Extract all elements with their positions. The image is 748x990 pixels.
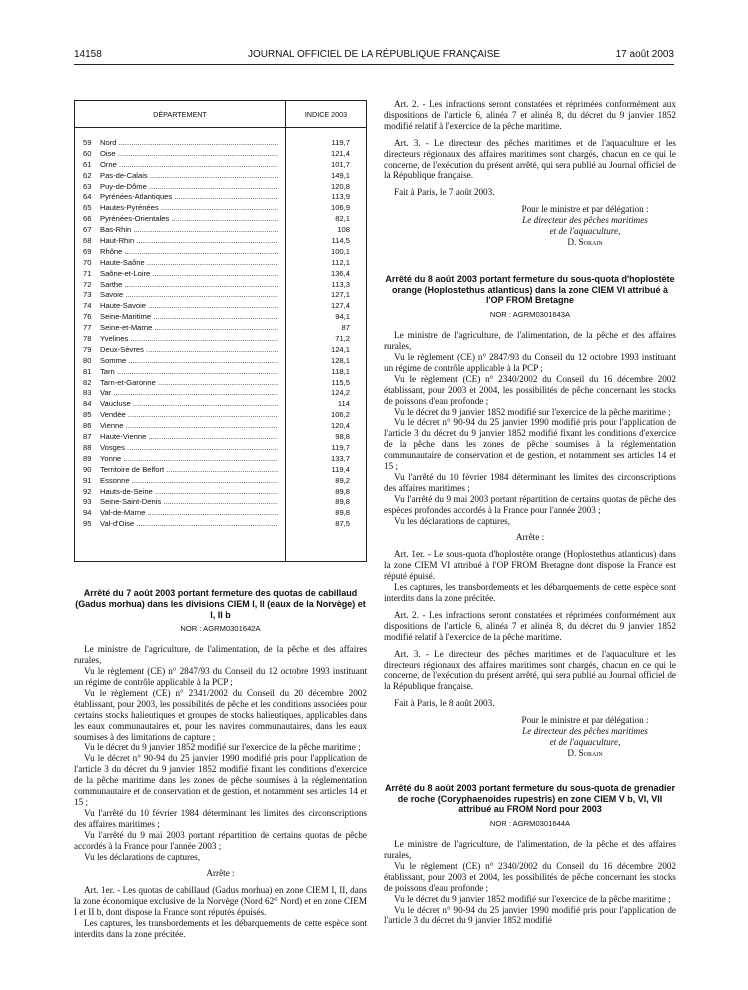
dept-index: 124,2 — [330, 388, 350, 398]
dept-index: 87,5 — [335, 519, 350, 529]
dept-number: 72 — [83, 279, 92, 289]
decree-title-1: Arrêté du 7 août 2003 portant fermeture des quotas de cabillaud (Gadus morhua) dans les divisions CIEM I, II (eaux de la Norvège) et I, II b — [75, 588, 366, 620]
dept-number: 87 — [83, 432, 92, 442]
dept-index: 149,1 — [330, 170, 350, 180]
table-row — [75, 257, 366, 268]
dept-number: 62 — [83, 170, 92, 180]
paragraph: Vu le décret du 9 janvier 1852 modifié sur l'exercice de la pêche maritime ; — [394, 893, 671, 904]
table-row — [75, 170, 366, 181]
dept-index: 128,1 — [330, 355, 350, 365]
table-row — [75, 333, 366, 344]
dept-index: 106,9 — [330, 203, 350, 213]
table-row — [75, 344, 366, 355]
fait-a-paris: Fait à Paris, le 7 août 2003. — [394, 187, 495, 198]
fait-a-paris: Fait à Paris, le 8 août 2003. — [394, 698, 495, 709]
dept-name: Essonne ..... — [100, 476, 278, 487]
table-row — [75, 442, 366, 453]
decree-title-3: Arrêté du 8 août 2003 portant fermeture du sous-quota de grenadier de roche (Coryphaenoides rupestris) en zone CIEM V b, VI, VII attribué au FROM Nord pour 2003 — [384, 782, 676, 815]
dept-number: 61 — [83, 159, 92, 169]
signature-line: Pour le ministre et par délégation : — [521, 715, 649, 726]
page-header — [74, 49, 674, 63]
dept-index: 113,3 — [331, 279, 350, 289]
paragraph: Vu le règlement (CE) n° 2847/93 du Conseil du 12 octobre 1993 instituant un régime de contrôle applicable à la PCP ; — [384, 351, 676, 373]
dept-number: 77 — [83, 323, 92, 333]
table-row — [75, 148, 366, 159]
dept-number: 82 — [83, 377, 92, 387]
dept-index: 120,8 — [330, 181, 350, 191]
dept-index: 114 — [337, 399, 350, 409]
paragraph: Vu les déclarations de captures, — [394, 515, 511, 526]
paragraph: Les captures, les transbordements et les débarquements de cette espèce sont interdits dans la zone précitée. — [74, 918, 367, 939]
dept-index: 119,7 — [331, 442, 350, 452]
dept-name: Deux-Sèvres ..... — [100, 345, 278, 356]
dept-index: 114,5 — [331, 236, 350, 246]
dept-number: 81 — [83, 366, 92, 376]
dept-number: 64 — [83, 192, 92, 202]
table-row — [75, 268, 366, 279]
table-row — [75, 279, 366, 290]
arrete-label: Arrête : — [206, 868, 235, 879]
dept-number: 76 — [83, 312, 92, 322]
journal-title: JOURNAL OFFICIEL DE LA RÉPUBLIQUE FRANÇAISE — [247, 49, 501, 60]
arrete-label: Arrête : — [515, 532, 545, 543]
dept-index: 124,1 — [330, 344, 350, 354]
dept-number: 90 — [83, 464, 92, 474]
dept-number: 91 — [83, 475, 92, 485]
dept-number: 92 — [83, 486, 92, 496]
dept-number: 69 — [83, 246, 92, 256]
table-row — [75, 486, 366, 497]
table-row — [75, 137, 366, 148]
paragraph: Vu le règlement (CE) n° 2341/2002 du Conseil du 20 décembre 2002 établissant, pour 2003, les possibilités de pêche et les conditions associées pour certains stocks halieutiques et groupes de stocks halieutiques, applicables dans les eaux communautaires et, pour les navires communautaires, dans les eaux soumises à des limitations de capture ; — [74, 687, 367, 742]
col-departement: DÉPARTEMENT — [153, 110, 207, 119]
table-body — [75, 137, 366, 529]
issue-date: 17 août 2003 — [615, 49, 674, 60]
dept-number: 93 — [83, 497, 92, 507]
dept-index: 89,8 — [335, 508, 350, 518]
dept-index: 108 — [337, 225, 350, 235]
table-row — [75, 311, 366, 322]
dept-index: 98,8 — [335, 432, 350, 442]
dept-number: 63 — [83, 181, 92, 191]
dept-index: 94,1 — [335, 312, 350, 322]
dept-index: 121,4 — [330, 148, 350, 158]
table-row — [75, 202, 366, 213]
dept-name: Seine-Maritime ..... — [100, 312, 278, 323]
dept-number: 59 — [83, 138, 92, 147]
table-row — [75, 387, 366, 398]
dept-index: 112,1 — [331, 257, 350, 267]
dept-name: Yonne ..... — [100, 454, 278, 465]
dept-index: 101,7 — [330, 159, 350, 169]
dept-name: Saône-et-Loire ..... — [100, 269, 278, 280]
dept-index: 115,5 — [331, 377, 350, 387]
table-row — [75, 289, 366, 300]
table-row — [75, 507, 366, 518]
dept-number: 60 — [83, 148, 92, 158]
dept-index: 127,4 — [330, 301, 350, 311]
dept-number: 67 — [83, 225, 92, 235]
signatory: D. Sorain — [567, 236, 603, 247]
dept-name: Vosges ..... — [100, 443, 278, 454]
dept-index: 71,2 — [335, 334, 350, 344]
table-row — [75, 159, 366, 170]
paragraph: Vu le décret n° 90-94 du 25 janvier 1990 modifié pris pour l'application de l'article 3 du décret du 9 janvier 1852 modifié — [384, 904, 676, 926]
article-2: Art. 2. - Les infractions seront constatées et réprimées conformément aux dispositions de l'article 6, alinéa 7 et alinéa 8, du décret du 9 janvier 1852 modifié relatif à l'exercice de la pêche maritime. — [384, 99, 676, 131]
table-row — [75, 246, 366, 257]
dept-name: Vaucluse ..... — [100, 399, 278, 410]
paragraph: Les captures, les transbordements et les débarquements de cette espèce sont interdits dans la zone précitée. — [384, 582, 676, 604]
dept-name: Territoire de Belfort ..... — [100, 465, 278, 476]
dept-number: 83 — [83, 388, 92, 398]
article-3: Art. 3. - Le directeur des pêches maritimes et de l'aquaculture et les directeurs régionaux des affaires maritimes sont chargés, chacun en ce qui le concerne, de l'exécution du présent arrêté, qui sera publié au Journal officiel de la République française. — [384, 648, 676, 692]
dept-name: Vienne ..... — [100, 421, 278, 432]
dept-index: 133,7 — [330, 453, 350, 463]
index-table — [74, 100, 367, 562]
paragraph: Le ministre de l'agriculture, de l'alimentation, de la pêche et des affaires rurales, — [74, 644, 367, 666]
table-row — [75, 355, 366, 366]
table-row — [75, 464, 366, 475]
signature-line: Le directeur des pêches maritimes — [522, 726, 648, 737]
table-row — [75, 300, 366, 311]
dept-name: Val-de-Marne ..... — [100, 508, 278, 519]
table-row — [75, 398, 366, 409]
dept-name: Oise ..... — [100, 149, 278, 160]
dept-name: Seine-et-Marne ..... — [100, 323, 278, 334]
dept-name: Puy-de-Dôme ..... — [100, 182, 278, 193]
dept-name: Tarn-et-Garonne ..... — [100, 378, 278, 389]
paragraph: Le ministre de l'agriculture, de l'alimentation, de la pêche et des affaires rurales, — [384, 330, 676, 352]
dept-number: 71 — [83, 268, 92, 278]
signature-line: et de l'aquaculture, — [549, 736, 621, 747]
signature-line: Pour le ministre et par délégation : — [521, 204, 649, 215]
paragraph: Vu le règlement (CE) n° 2340/2002 du Conseil du 16 décembre 2002 établissant, pour 2003 et 2004, les possibilités de pêche concernant les stocks de poissons d'eau profonde ; — [384, 373, 676, 406]
dept-index: 136,4 — [330, 268, 350, 278]
dept-index: 118,1 — [331, 366, 350, 376]
table-row — [75, 431, 366, 442]
left-column — [74, 100, 367, 940]
article-3: Art. 3. - Le directeur des pêches maritimes et de l'aquaculture et les directeurs régionaux des affaires maritimes sont chargés, chacun en ce qui le concerne, de l'exécution du présent arrêté, qui sera publié au Journal officiel de la République française. — [384, 137, 676, 181]
dept-name: Hauts-de-Seine ..... — [100, 487, 278, 498]
table-row — [75, 409, 366, 420]
table-row — [75, 366, 366, 377]
dept-name: Somme ..... — [100, 356, 278, 367]
dept-name: Haut-Rhin ..... — [100, 236, 278, 247]
dept-index: 119,7 — [331, 138, 350, 147]
dept-number: 88 — [83, 442, 92, 452]
paragraph: Vu les déclarations de captures, — [84, 851, 201, 862]
dept-number: 89 — [83, 453, 92, 463]
dept-name: Tarn ..... — [100, 367, 278, 378]
dept-index: 89,2 — [335, 475, 350, 485]
article-2: Art. 2. - Les infractions seront constatées et réprimées conformément aux dispositions de l'article 6, alinéa 7 et alinéa 8, du décret du 9 janvier 1852 modifié relatif à l'exercice de la pêche maritime. — [384, 609, 676, 642]
table-row — [75, 224, 366, 235]
dept-number: 78 — [83, 334, 92, 344]
dept-index: 119,4 — [331, 464, 350, 474]
table-row — [75, 496, 366, 507]
dept-name: Pyrénées-Atlantiques ..... — [100, 192, 278, 203]
paragraph: Vu le décret du 9 janvier 1852 modifié sur l'exercice de la pêche maritime ; — [84, 742, 361, 753]
dept-index: 127,1 — [330, 290, 350, 300]
dept-name: Orne ..... — [100, 160, 278, 171]
table-row — [75, 377, 366, 388]
table-row — [75, 475, 366, 486]
dept-index: 82,1 — [335, 214, 350, 224]
article-1: Art. 1er. - Le sous-quota d'hoplostète orange (Hoplostethus atlanticus) dans la zone CIEM VI attribué à l'OP FROM Bretagne dont dispose la France est réputé épuisé. — [384, 549, 676, 582]
dept-index: 113,9 — [331, 192, 350, 202]
paragraph: Vu l'arrêté du 10 février 1984 déterminant les limites des circonscriptions des affaires maritimes ; — [384, 471, 676, 493]
dept-name: Haute-Savoie ..... — [100, 301, 278, 312]
table-row — [75, 213, 366, 224]
nor-3: NOR : AGRM0301644A — [489, 819, 571, 829]
dept-name: Sarthe ..... — [100, 280, 278, 291]
signatory: D. Sorain — [567, 747, 603, 758]
dept-index: 106,2 — [330, 410, 350, 420]
signature-line: et de l'aquaculture, — [549, 226, 621, 237]
table-row — [75, 191, 366, 202]
dept-name: Haute-Saône ..... — [100, 258, 278, 269]
dept-number: 85 — [83, 410, 92, 420]
dept-name: Pyrénées-Orientales ..... — [100, 214, 278, 225]
dept-name: Val-d'Oise ..... — [100, 519, 278, 530]
dept-number: 79 — [83, 344, 92, 354]
header-rule — [74, 64, 674, 65]
paragraph: Vu l'arrêté du 10 février 1984 déterminant les limites des circonscriptions des affaires maritimes ; — [74, 807, 367, 829]
dept-name: Yvelines ..... — [100, 334, 278, 345]
col-indice: INDICE 2003 — [304, 110, 348, 119]
dept-index: 100,1 — [330, 246, 350, 256]
dept-number: 95 — [83, 519, 92, 529]
paragraph: Vu l'arrêté du 9 mai 2003 portant répartition de certains quotas de pêche accordés à la France pour l'année 2003 ; — [74, 829, 367, 851]
dept-index: 120,4 — [330, 421, 350, 431]
dept-name: Seine-Saint-Denis ..... — [100, 497, 278, 508]
dept-name: Savoie ..... — [100, 290, 278, 301]
dept-number: 68 — [83, 236, 92, 246]
table-header — [75, 101, 366, 128]
dept-name: Rhône ..... — [100, 247, 278, 258]
page-number: 14158 — [74, 49, 102, 60]
dept-name: Vendée ..... — [100, 410, 278, 421]
nor-1: NOR : AGRM0301642A — [180, 624, 261, 634]
paragraph: Vu le décret n° 90-94 du 25 janvier 1990 modifié pris pour l'application de l'article 3 du décret du 9 janvier 1852 modifié fixant les conditions d'exercice de la pêche dans les zones de pêche soumises à la réglementation communautaire de conservation et de gestion, et notamment ses articles 14 et 15 ; — [384, 417, 676, 472]
dept-number: 66 — [83, 214, 92, 224]
dept-index: 89,8 — [335, 486, 350, 496]
article-1: Art. 1er. - Les quotas de cabillaud (Gadus morhua) en zone CIEM I, II, dans la zone économique exclusive de la Norvège (Nord 62° Nord) et en zone CIEM I et II b, dont dispose la France sont réputés épuisés. — [74, 885, 367, 918]
dept-number: 70 — [83, 257, 92, 267]
dept-index: 89,8 — [335, 497, 350, 507]
dept-name: Haute-Vienne ..... — [100, 432, 278, 443]
right-column — [384, 99, 676, 926]
dept-number: 73 — [83, 290, 92, 300]
table-row — [75, 235, 366, 246]
dept-number: 84 — [83, 399, 92, 409]
paragraph: Vu le règlement (CE) n° 2340/2002 du Conseil du 16 décembre 2002 établissant, pour 2003 et 2004, les possibilités de pêche concernant les stocks de poissons d'eau profonde ; — [384, 860, 676, 893]
dept-number: 74 — [83, 301, 92, 311]
dept-number: 94 — [83, 508, 92, 518]
table-row — [75, 322, 366, 333]
decree-title-2: Arrêté du 8 août 2003 portant fermeture du sous-quota d'hoplostète orange (Hoplostethus atlanticus) dans la zone CIEM VI attribué à l'OP FROM Bretagne — [385, 273, 675, 306]
dept-name: Nord ..... — [100, 138, 278, 149]
dept-name: Var ..... — [100, 388, 278, 399]
paragraph: Vu l'arrêté du 9 mai 2003 portant répartition de certains quotas de pêche des espèces profondes accordés à la France pour l'année 2003 ; — [384, 493, 676, 515]
dept-name: Pas-de-Calais ..... — [100, 171, 278, 182]
table-row — [75, 181, 366, 192]
dept-name: Bas-Rhin ..... — [100, 225, 278, 236]
table-row — [75, 453, 366, 464]
dept-number: 65 — [83, 203, 92, 213]
dept-index: 87 — [341, 323, 350, 333]
dept-number: 80 — [83, 355, 92, 365]
nor-2: NOR : AGRM0301643A — [489, 310, 571, 320]
paragraph: Le ministre de l'agriculture, de l'alimentation, de la pêche et des affaires rurales, — [384, 839, 676, 860]
dept-name: Hautes-Pyrénées ..... — [100, 203, 278, 214]
paragraph: Vu le décret du 9 janvier 1852 modifié sur l'exercice de la pêche maritime ; — [394, 406, 671, 417]
table-row — [75, 518, 366, 529]
dept-number: 86 — [83, 421, 92, 431]
paragraph: Vu le décret n° 90-94 du 25 janvier 1990 modifié pris pour l'application de l'article 3 du décret du 9 janvier 1852 modifié fixant les conditions d'exercice de la pêche maritime dans les zones de pêche soumises à la réglementation communautaire et de conservation et de gestion, et notamment ses articles 14 et 15 ; — [74, 753, 367, 807]
paragraph: Vu le règlement (CE) n° 2847/93 du Conseil du 12 octobre 1993 instituant un régime de contrôle applicable à la PCP ; — [74, 666, 367, 688]
table-row — [75, 420, 366, 431]
signature-line: Le directeur des pêches maritimes — [522, 215, 648, 226]
